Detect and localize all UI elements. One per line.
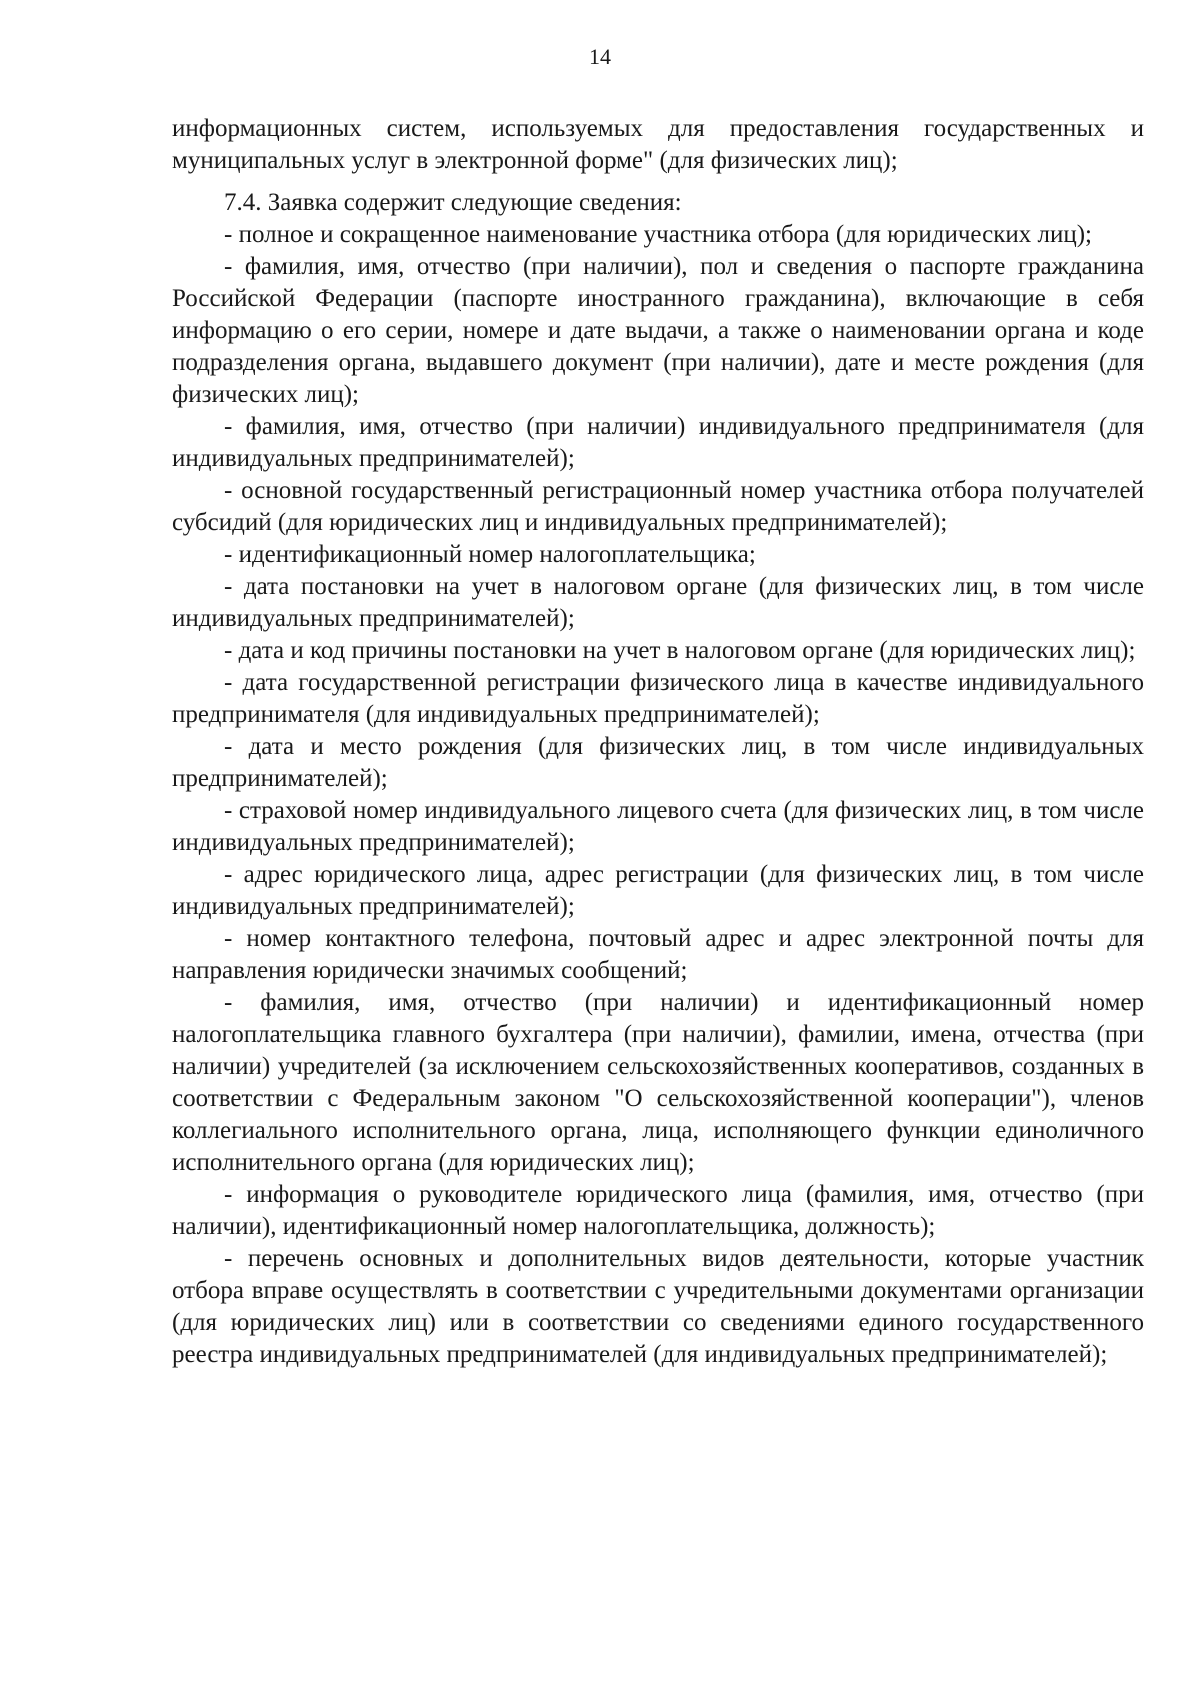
- page-number: 14: [589, 44, 611, 69]
- list-item: - адрес юридического лица, адрес регистрации (для физических лиц, в том числе индивидуальных предпринимателей);: [172, 861, 1144, 920]
- list-item: - фамилия, имя, отчество (при наличии), пол и сведения о паспорте гражданина Российской Федерации (паспорте иностранного гражданина), включающие в себя информацию о его серии, номере и дате выдачи, а также о наименовании органа и коде подразделения органа, выдавшего документ (при наличии), дате и месте рождения (для физических лиц);: [172, 253, 1144, 408]
- list-item: - перечень основных и дополнительных видов деятельности, которые участник отбора вправе осуществлять в соответствии с учредительными документами организации (для юридических лиц) или в соответствии со сведениями единого государственного реестра индивидуальных предпринимателей (для индивидуальных предпринимателей);: [172, 1245, 1144, 1368]
- list-item: - дата государственной регистрации физического лица в качестве индивидуального предпринимателя (для индивидуальных предпринимателей);: [172, 669, 1144, 728]
- paragraph-continuation: информационных систем, используемых для предоставления государственных и муниципальных услуг в электронной форме" (для физических лиц);: [172, 115, 1144, 174]
- list-item: - основной государственный регистрационный номер участника отбора получателей субсидий (для юридических лиц и индивидуальных предпринимателей);: [172, 477, 1144, 536]
- list-item: - номер контактного телефона, почтовый адрес и адрес электронной почты для направления юридически значимых сообщений;: [172, 925, 1144, 984]
- list-item: - дата и место рождения (для физических лиц, в том числе индивидуальных предпринимателей);: [172, 733, 1144, 792]
- list-item: - фамилия, имя, отчество (при наличии) индивидуального предпринимателя (для индивидуальных предпринимателей);: [172, 413, 1144, 472]
- document-body: [172, 113, 1144, 1371]
- paragraph-section-heading: 7.4. Заявка содержит следующие сведения:: [224, 189, 682, 216]
- list-item: - полное и сокращенное наименование участника отбора (для юридических лиц);: [224, 221, 1092, 248]
- list-item: - дата и код причины постановки на учет в налоговом органе (для юридических лиц);: [224, 637, 1136, 664]
- list-item: - дата постановки на учет в налоговом органе (для физических лиц, в том числе индивидуальных предпринимателей);: [172, 573, 1144, 632]
- list-item: - информация о руководителе юридического лица (фамилия, имя, отчество (при наличии), идентификационный номер налогоплательщика, должность);: [172, 1181, 1144, 1240]
- list-item: - фамилия, имя, отчество (при наличии) и идентификационный номер налогоплательщика главного бухгалтера (при наличии), фамилии, имена, отчества (при наличии) учредителей (за исключением сельскохозяйственных кооперативов, созданных в соответствии с Федеральным законом "О сельскохозяйственной кооперации"), членов коллегиального исполнительного органа, лица, исполняющего функции единоличного исполнительного органа (для юридических лиц);: [172, 989, 1144, 1176]
- list-item: - страховой номер индивидуального лицевого счета (для физических лиц, в том числе индивидуальных предпринимателей);: [172, 797, 1144, 856]
- list-item: - идентификационный номер налогоплательщика;: [224, 541, 756, 568]
